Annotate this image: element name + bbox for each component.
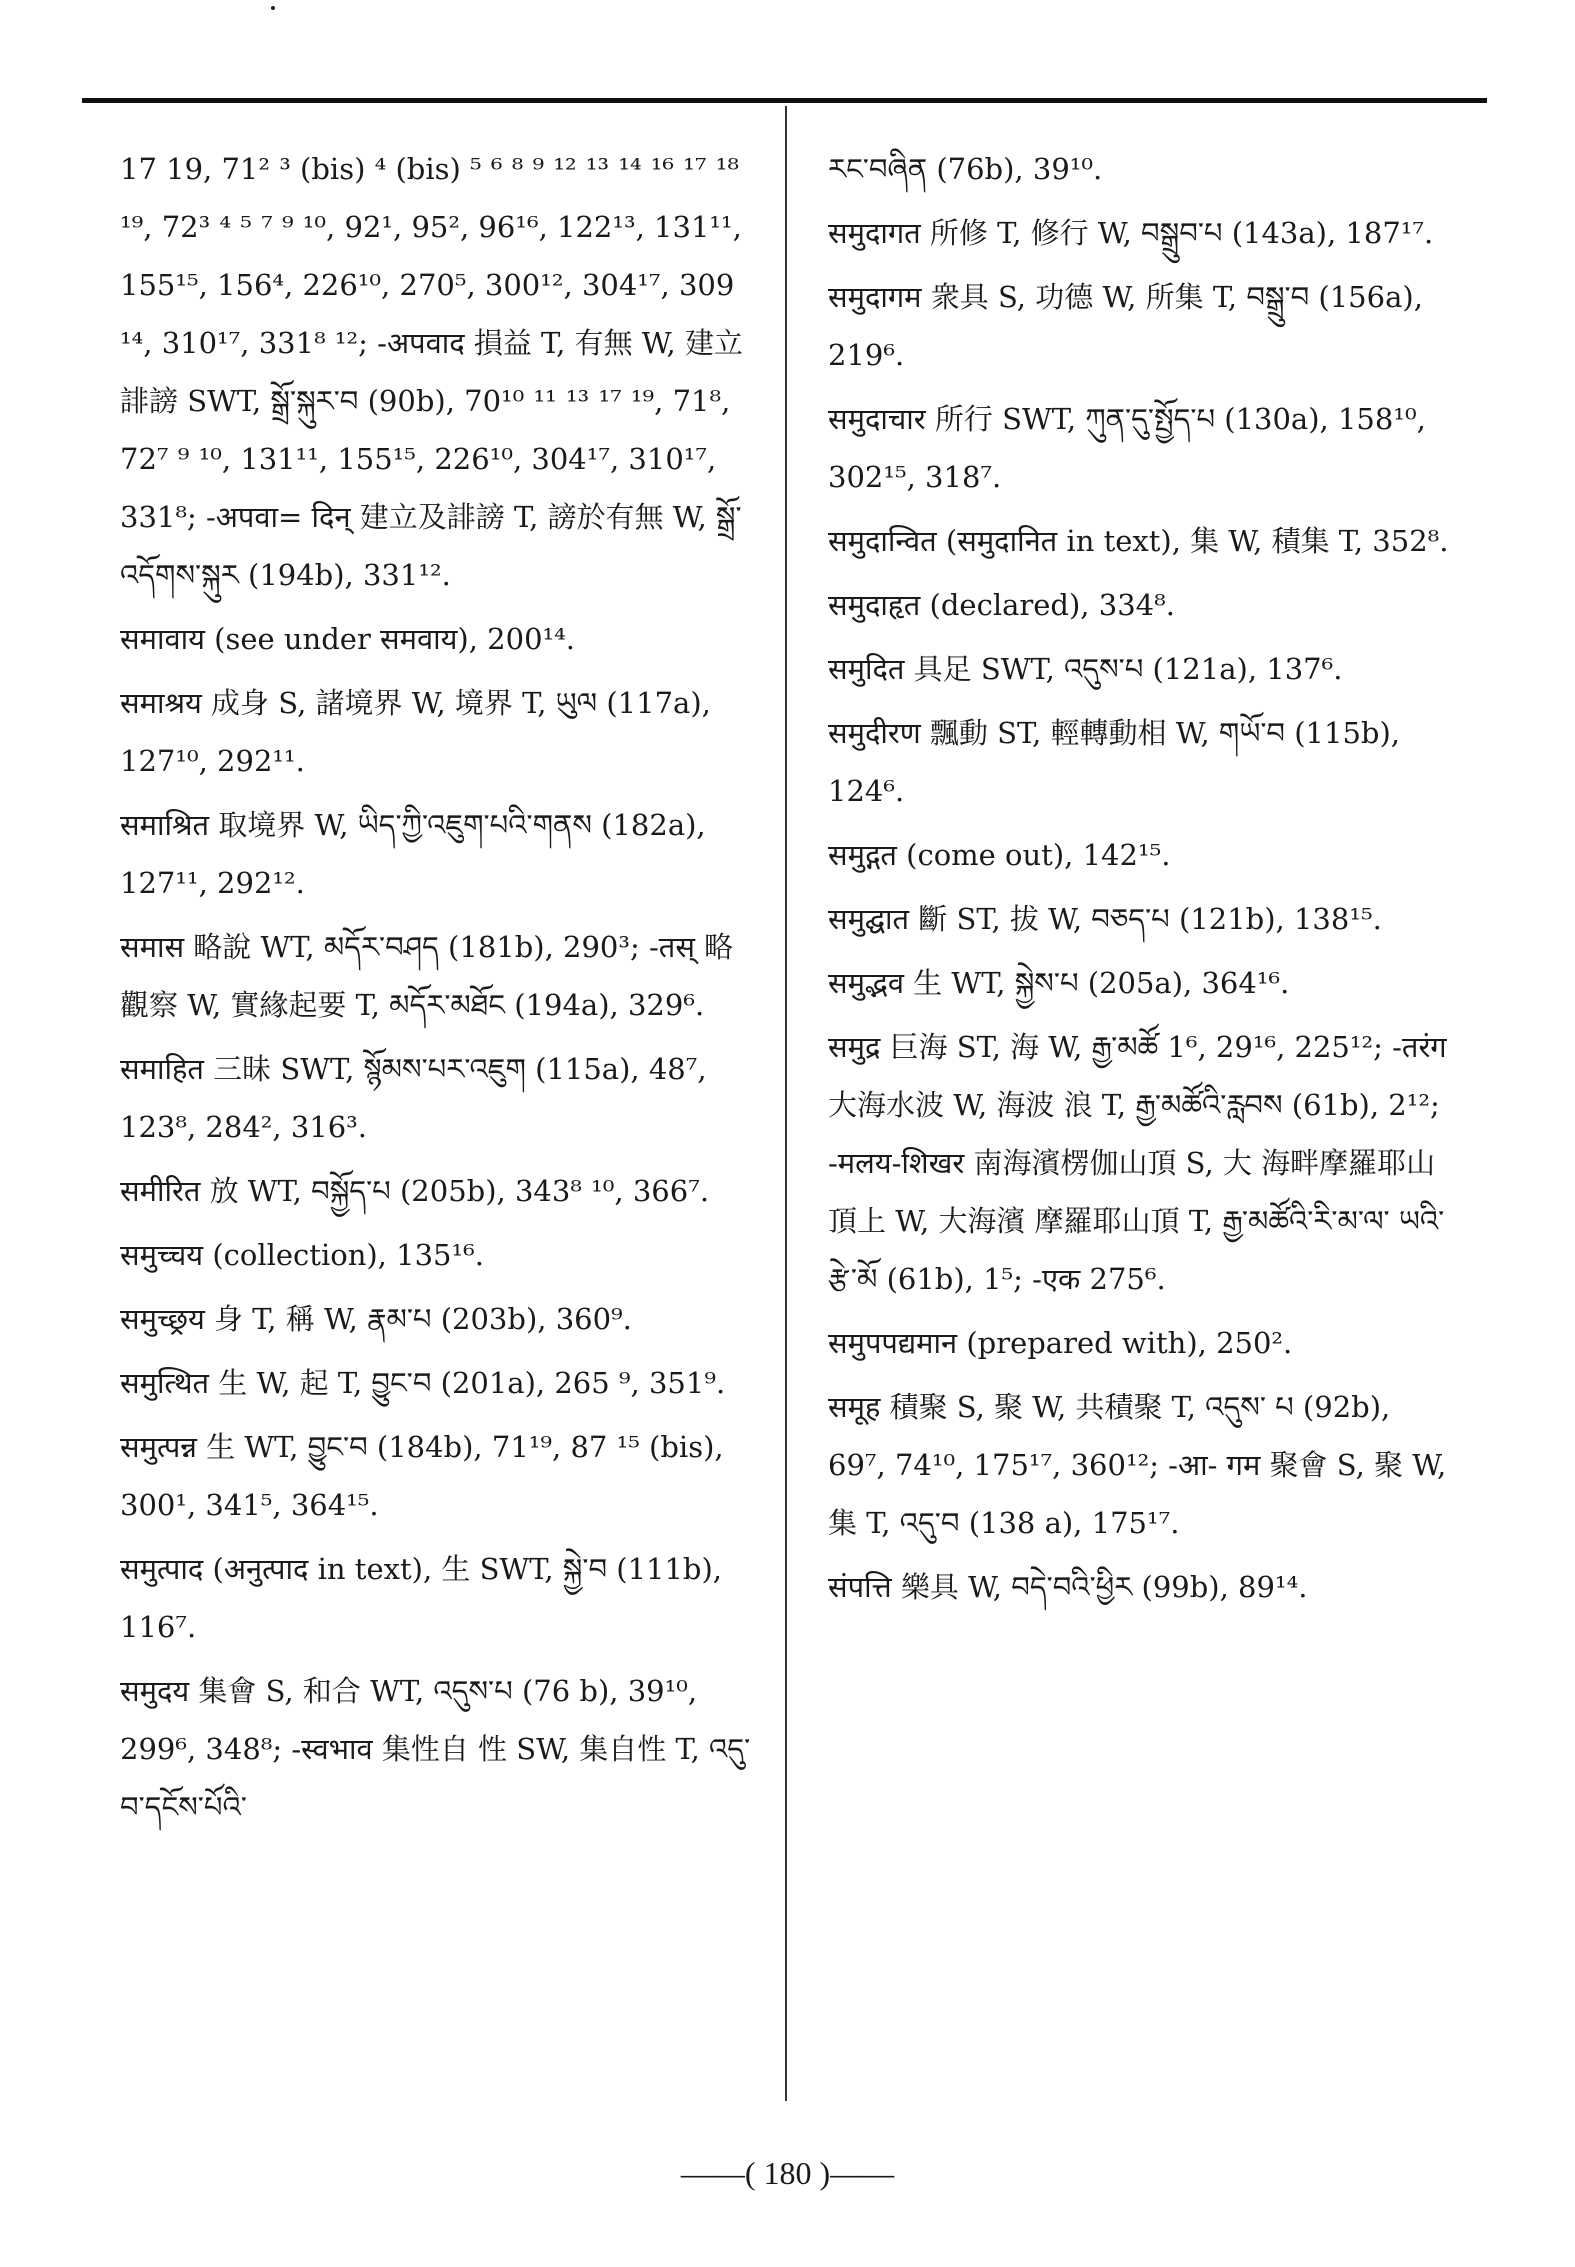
entry-samucchraya: समुच्छ्रय 身 T, 稱 W, རྣམ་པ (203b), 360⁹. (120, 1302, 632, 1336)
right-column (828, 140, 1453, 1622)
entry-samashraya: समाश्रय 成身 S, 諸境界 W, 境界 T, ཡུལ (117a), 127¹⁰, 292¹¹. (120, 686, 711, 778)
left-column (120, 140, 760, 1842)
entry-samudirana: समुदीरण 飄動 ST, 輕轉動相 W, གཡོ་བ (115b), 124⁶. (828, 716, 1400, 808)
entry-samutpada: समुत्पाद (अनुत्पाद in text), 生 SWT, སྐྱེ་བ (111b), 116⁷. (120, 1552, 723, 1644)
entry-continuation: 17 19, 71² ³ (bis) ⁴ (bis) ⁵ ⁶ ⁸ ⁹ ¹² ¹³ ¹⁴ ¹⁶ ¹⁷ ¹⁸ ¹⁹, 72³ ⁴ ⁵ ⁷ ⁹ ¹⁰, 92¹, 95², 96¹⁶, 122¹³, 131¹¹, 155¹⁵, 156⁴, 226¹⁰, 270⁵, 300¹², 304¹⁷, 309 ¹⁴, 310¹⁷, 331⁸ ¹²; -अपवाद 損益 T, 有無 W, 建立誹謗 SWT, སྒྲོ་སྐུར་བ (90b), 70¹⁰ ¹¹ ¹³ ¹⁷ ¹⁹, 71⁸, 72⁷ ⁹ ¹⁰, 131¹¹, 155¹⁵, 226¹⁰, 304¹⁷, 310¹⁷, 331⁸; -अपवा= दिन् 建立及誹謗 T, 謗於有無 W, སྒྲོ་འདོགས་སྐུར (194b), 331¹². (120, 152, 743, 592)
entry-samuha: समूह 積聚 S, 聚 W, 共積聚 T, འདུས་ པ (92b), 69⁷, 74¹⁰, 175¹⁷, 360¹²; -आ- गम 聚會 S, 聚 W, 集 T, འདུ་བ (138 a), 175¹⁷. (828, 1390, 1447, 1540)
entry-samudita: समुदित 具足 SWT, འདུས་པ (121a), 137⁶. (828, 652, 1343, 686)
entry-sampatti: संपत्ति 樂具 W, བདེ་བའི་ཕྱིར (99b), 89¹⁴. (828, 1570, 1308, 1604)
page-number: ——( 180 )—— (680, 2155, 895, 2191)
entry-samupapadyamana: समुपपद्यमान (prepared with), 250². (828, 1326, 1293, 1360)
entry-samudgata: समुद्गत (come out), 142¹⁵. (828, 838, 1171, 872)
entry-continuation: རང་བཞིན (76b), 39¹⁰. (828, 152, 1103, 186)
entry-samasa: समास 略說 WT, མདོར་བཤད (181b), 290³; -तस् 略觀察 W, 實緣起要 T, མདོར་མཐོང (194a), 329⁶. (120, 930, 734, 1022)
entry-samutthita: समुत्थित 生 W, 起 T, བྱུང་བ (201a), 265 ⁹, 351⁹. (120, 1366, 726, 1400)
header-rule (82, 98, 1487, 103)
entry-samudagama: समुदागम 衆具 S, 功德 W, 所集 T, བསྒྲུ་བ (156a), 219⁶. (828, 280, 1423, 372)
entry-samudaya: समुदय 集會 S, 和合 WT, འདུས་པ (76 b), 39¹⁰, 299⁶, 348⁸; -स्वभाव 集性自 性 SW, 集自性 T, འདུ་བ་དངོས་པོའི་ (120, 1674, 751, 1824)
entry-samudghata: समुद्घात 斷 ST, 拔 W, བཅད་པ (121b), 138¹⁵. (828, 902, 1382, 936)
entry-samahita: समाहित 三昧 SWT, སྙོམས་པར་འཇུག (115a), 48⁷, 123⁸, 284², 316³. (120, 1052, 707, 1144)
ink-speck (271, 6, 275, 10)
entry-samudra: समुद्र 巨海 ST, 海 W, རྒྱ་མཚོ 1⁶, 29¹⁶, 225¹²; -तरंग 大海水波 W, 海波 浪 T, རྒྱ་མཚོའི་རླབས (61b), 2¹²; -मलय-शिखर 南海濱楞伽山頂 S, 大 海畔摩羅耶山頂上 W, 大海濱 摩羅耶山頂 T, རྒྱ་མཚོའི་རི་མ་ལ་ ཡའི་རྩེ་མོ (61b), 1⁵; -एक 275⁶. (828, 1030, 1447, 1296)
entry-samirita: समीरित 放 WT, བསྐྱོད་པ (205b), 343⁸ ¹⁰, 366⁷. (120, 1174, 710, 1208)
entry-samudagata: समुदागत 所修 T, 修行 W, བསྒྲུབ་པ (143a), 187¹⁷. (828, 216, 1434, 250)
entry-samudahrta: समुदाहृत (declared), 334⁸. (828, 588, 1175, 622)
entry-samashrita: समाश्रित 取境界 W, ཡིད་ཀྱི་འཇུག་པའི་གནས (182a), 127¹¹, 292¹². (120, 808, 706, 900)
entry-samutpanna: समुत्पन्न 生 WT, བྱུང་བ (184b), 71¹⁹, 87 ¹⁵ (bis), 300¹, 341⁵, 364¹⁵. (120, 1430, 724, 1522)
entry-samudanvita: समुदान्वित (समुदानित in text), 集 W, 積集 T, 352⁸. (828, 524, 1449, 558)
entry-samuccaya: समुच्चय (collection), 135¹⁶. (120, 1238, 484, 1272)
entry-samudbhava: समुद्भव 生 WT, སྐྱེས་པ (205a), 364¹⁶. (828, 966, 1290, 1000)
entry-samavaya: समावाय (see under समवाय), 200¹⁴. (120, 622, 576, 656)
column-divider (785, 106, 787, 2101)
entry-samudacara: समुदाचार 所行 SWT, ཀུན་དུ་སྤྱོད་པ (130a), 158¹⁰, 302¹⁵, 318⁷. (828, 402, 1426, 494)
